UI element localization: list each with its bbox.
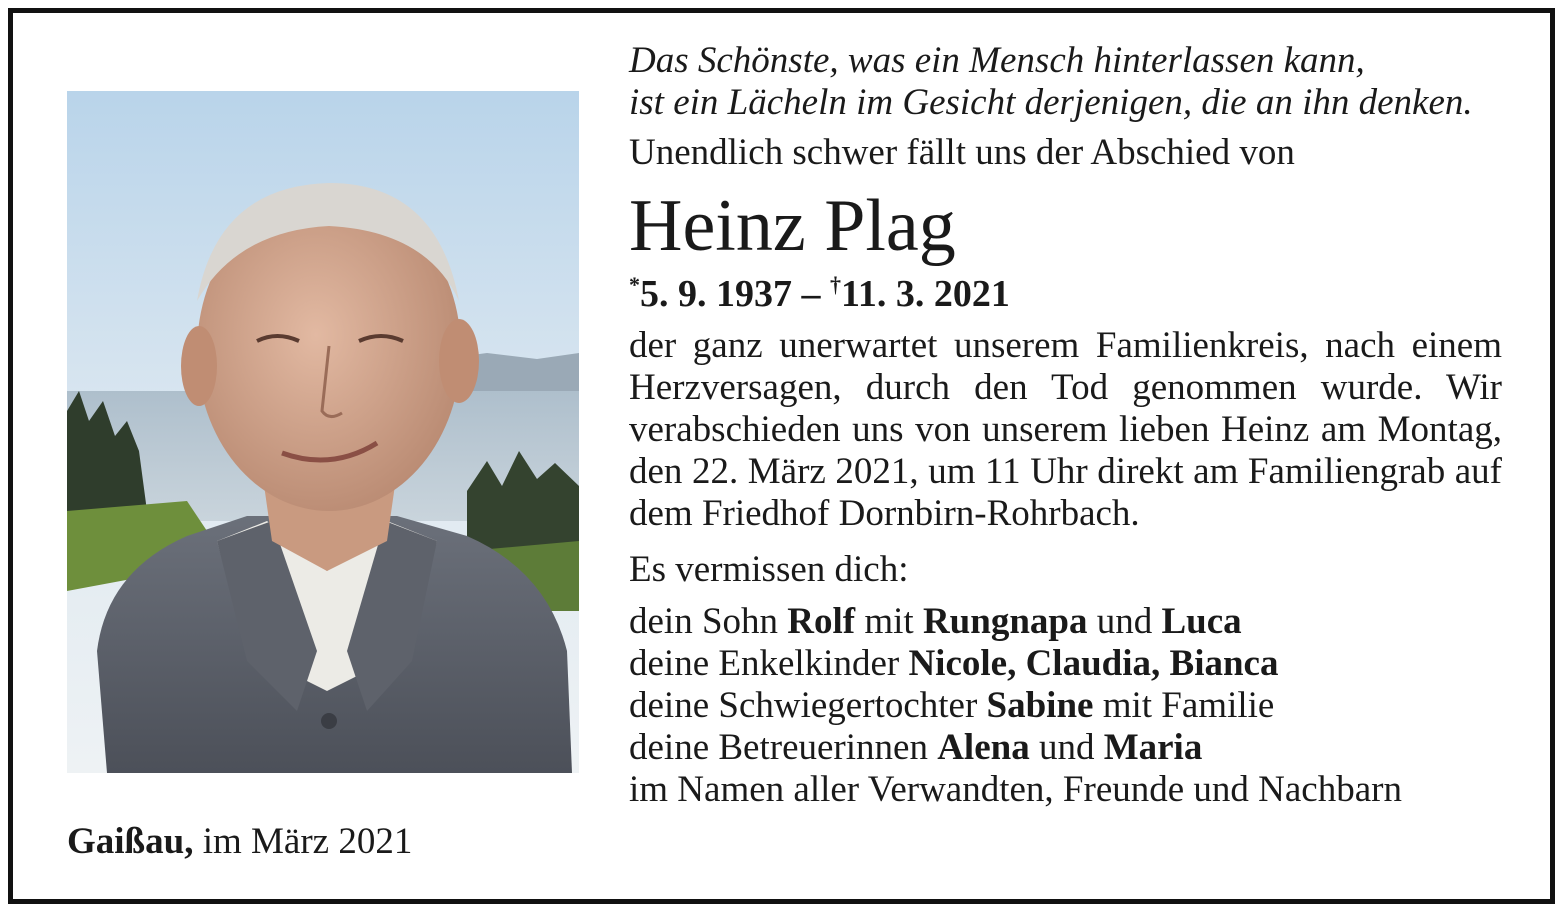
birth-date: 5. 9. 1937 <box>640 273 792 315</box>
death-date: 11. 3. 2021 <box>841 273 1010 315</box>
mourner-line <box>629 601 1509 643</box>
intro-line: Unendlich schwer fällt uns der Abschied von <box>629 132 1295 173</box>
place-date: im März 2021 <box>193 821 413 862</box>
mourner-text: im Namen aller Verwandten, Freunde und Nachbarn <box>629 769 1402 810</box>
quote-line-1: Das Schönste, was ein Mensch hinterlassen kann, <box>629 40 1365 81</box>
missed-heading: Es vermissen dich: <box>629 549 909 590</box>
mourner-name: Maria <box>1103 727 1203 768</box>
mourner-text: mit <box>855 601 923 642</box>
mourner-name: Rolf <box>787 601 856 642</box>
death-symbol: † <box>830 272 841 297</box>
mourner-text: und <box>1029 727 1104 768</box>
birth-symbol: * <box>629 272 640 297</box>
obituary-text <box>629 40 1509 811</box>
life-dates <box>629 264 1509 315</box>
mourner-name: Alena <box>937 727 1030 768</box>
place-and-date <box>67 820 412 863</box>
mourner-name: Luca <box>1161 601 1242 642</box>
mourner-line <box>629 769 1509 811</box>
date-separator: – <box>792 273 830 315</box>
quote-line-2: ist ein Lächeln im Gesicht derjenigen, die an ihn denken. <box>629 82 1473 123</box>
mourner-text: deine Schwiegertochter <box>629 685 987 726</box>
mourners-list <box>629 601 1509 811</box>
mourner-text: deine Enkelkinder <box>629 643 909 684</box>
mourner-name: Nicole, Claudia, Bianca <box>908 643 1279 684</box>
mourner-line <box>629 685 1509 727</box>
portrait-photo <box>67 91 579 773</box>
deceased-name: Heinz Plag <box>629 185 956 267</box>
mourner-line <box>629 643 1509 685</box>
announcement-body: der ganz unerwartet unserem Familienkreis, nach einem Herzversagen, durch den Tod genommen wurde. Wir verabschieden uns von unserem lieben Heinz am Montag, den 22. März 2021, um 11 Uhr direkt am Familiengrab auf dem Friedhof Dornbirn-Rohrbach. <box>629 325 1502 534</box>
mourner-line <box>629 727 1509 769</box>
mourner-text: und <box>1087 601 1162 642</box>
place-town: Gaißau, <box>67 821 194 862</box>
memorial-quote <box>629 40 1509 124</box>
mourner-name: Rungnapa <box>922 601 1088 642</box>
mourner-text: deine Betreuerinnen <box>629 727 938 768</box>
mourner-text: mit Familie <box>1093 685 1275 726</box>
mourner-name: Sabine <box>986 685 1094 726</box>
mourner-text: dein Sohn <box>629 601 788 642</box>
